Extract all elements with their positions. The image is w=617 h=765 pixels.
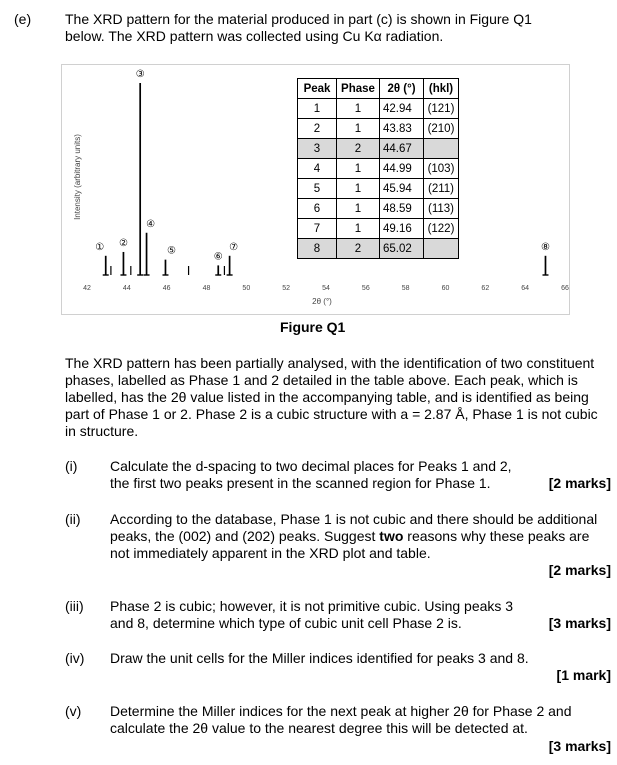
cell: 1: [337, 219, 380, 239]
x-tick-label: 42: [83, 285, 91, 292]
cell: 2: [337, 139, 380, 159]
peak-table-wrap: [297, 78, 459, 259]
analysis-paragraph: The XRD pattern has been partially analysed, with the identification of two constituent phases, labelled as Phase 1 and 2 detailed in the table above. Each peak, which is labelled, has the 2θ value listed in the accompanying table, and is identified as being part of Phase 1 or 2. Phase 2 is a cubic structure with a = 2.87 Å, Phase 1 is not cubic in structure.: [65, 355, 598, 439]
peak-label: ③: [135, 69, 145, 80]
cell: 45.94: [380, 179, 424, 199]
intro-line-2: below. The XRD pattern was collected using Cu Kα radiation.: [65, 28, 444, 44]
part-iii-number: (iii): [65, 598, 84, 614]
x-tick-label: 48: [202, 285, 211, 292]
cell: 1: [337, 159, 380, 179]
peak-label: ②: [118, 237, 128, 249]
part-ii-text-a: According to the database, Phase 1 is not cubic and there should be additional peaks, the (002) and (202) peaks. Suggest: [110, 511, 598, 544]
part-i-marks: [2 marks]: [548, 475, 611, 491]
cell: (210): [424, 119, 459, 139]
cell: 48.59: [380, 199, 424, 219]
figure-caption: Figure Q1: [280, 319, 346, 335]
x-tick-label: 60: [441, 285, 450, 292]
table-row: [298, 119, 459, 139]
part-iv-number: (iv): [65, 650, 85, 666]
cell: 5: [298, 179, 337, 199]
cell: 44.67: [380, 139, 424, 159]
x-tick-label: 66: [561, 285, 569, 292]
cell: 43.83: [380, 119, 424, 139]
x-tick-label: 64: [521, 285, 530, 292]
peak-label: ⑤: [166, 245, 176, 257]
part-iii-text: Phase 2 is cubic; however, it is not primitive cubic. Using peaks 3 and 8, determine which type of cubic unit cell Phase 2 is.: [110, 598, 514, 631]
x-tick-label: 54: [322, 285, 330, 292]
table-row: [298, 139, 459, 159]
cell: 65.02: [380, 239, 424, 259]
cell: 49.16: [380, 219, 424, 239]
part-ii-text-b: reasons why these peaks are not immediately apparent in the XRD plot and table.: [110, 528, 590, 561]
peak-label: ⑦: [229, 241, 239, 253]
cell: 4: [298, 159, 337, 179]
col-peak: Peak: [298, 79, 337, 99]
cell: (113): [424, 199, 459, 219]
x-tick-label: 52: [282, 285, 291, 292]
peak-table: [297, 78, 459, 259]
cell: (122): [424, 219, 459, 239]
x-tick-label: 50: [242, 285, 251, 292]
col-phase: Phase: [337, 79, 380, 99]
cell: 1: [337, 199, 380, 219]
peak-label: ⑥: [213, 251, 223, 263]
cell: 6: [298, 199, 337, 219]
cell: [424, 139, 459, 159]
part-iii-marks: [3 marks]: [548, 615, 611, 631]
part-ii-text: [110, 511, 610, 562]
x-tick-label: 62: [481, 285, 490, 292]
table-row: [298, 199, 459, 219]
cell: 3: [298, 139, 337, 159]
col-2theta: 2θ (°): [380, 79, 424, 99]
x-tick-label: 44: [122, 285, 131, 292]
cell: 1: [337, 119, 380, 139]
table-header-row: [298, 79, 459, 99]
table-row: [298, 239, 459, 259]
intro-line-1: The XRD pattern for the material produced in part (c) is shown in Figure Q1: [65, 11, 532, 27]
cell: 7: [298, 219, 337, 239]
part-i-text: Calculate the d-spacing to two decimal places for Peaks 1 and 2, the first two peaks present in the scanned region for Phase 1.: [110, 458, 512, 491]
part-i-number: (i): [65, 458, 78, 474]
cell: (211): [424, 179, 459, 199]
peak-label: ⑧: [540, 241, 550, 253]
table-row: [298, 99, 459, 119]
table-row: [298, 219, 459, 239]
col-hkl: (hkl): [424, 79, 459, 99]
table-row: [298, 159, 459, 179]
cell: 1: [337, 179, 380, 199]
cell: [424, 239, 459, 259]
part-v-number: (v): [65, 703, 82, 719]
cell: 1: [337, 99, 380, 119]
part-v-text: Determine the Miller indices for the next peak at higher 2θ for Phase 2 and calculate the 2θ value to the nearest degree this will be detected at.: [110, 703, 572, 736]
question-intro: [65, 11, 605, 45]
y-axis-title: Intensity (arbitrary units): [73, 134, 82, 220]
cell: 42.94: [380, 99, 424, 119]
part-iv-marks: [1 mark]: [556, 667, 611, 683]
cell: 44.99: [380, 159, 424, 179]
x-axis-title: 2θ (°): [312, 297, 332, 306]
part-iv-text: Draw the unit cells for the Miller indices identified for peaks 3 and 8.: [110, 650, 529, 666]
part-v-marks: [3 marks]: [548, 738, 611, 754]
table-row: [298, 179, 459, 199]
peak-label: ④: [146, 218, 156, 230]
cell: 2: [337, 239, 380, 259]
cell: 2: [298, 119, 337, 139]
cell: (103): [424, 159, 459, 179]
x-tick-label: 58: [401, 285, 410, 292]
x-tick-label: 46: [162, 285, 171, 292]
part-ii-marks: [2 marks]: [548, 562, 611, 578]
part-ii-number: (ii): [65, 511, 81, 527]
cell: 1: [298, 99, 337, 119]
peak-label: ①: [95, 241, 105, 253]
cell: 8: [298, 239, 337, 259]
cell: (121): [424, 99, 459, 119]
part-ii-text-bold: two: [379, 528, 404, 544]
question-label: (e): [14, 11, 32, 27]
x-tick-label: 56: [361, 285, 370, 292]
